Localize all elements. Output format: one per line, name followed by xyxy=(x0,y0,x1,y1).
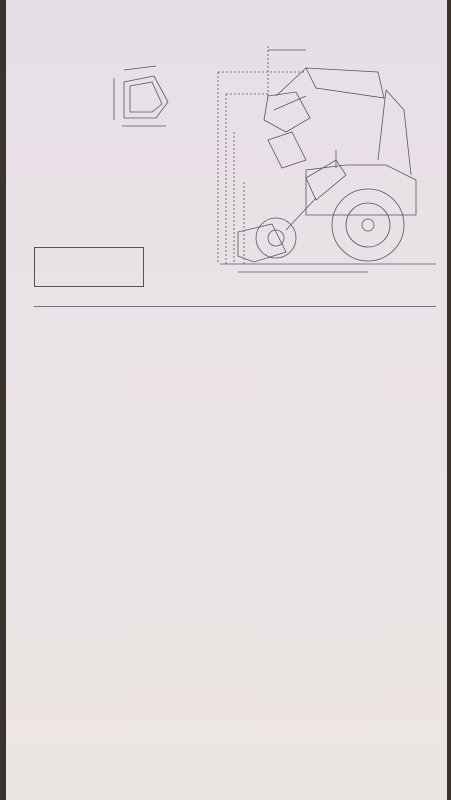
divider xyxy=(34,306,436,307)
document-page xyxy=(6,0,447,800)
notice-box xyxy=(34,247,144,287)
